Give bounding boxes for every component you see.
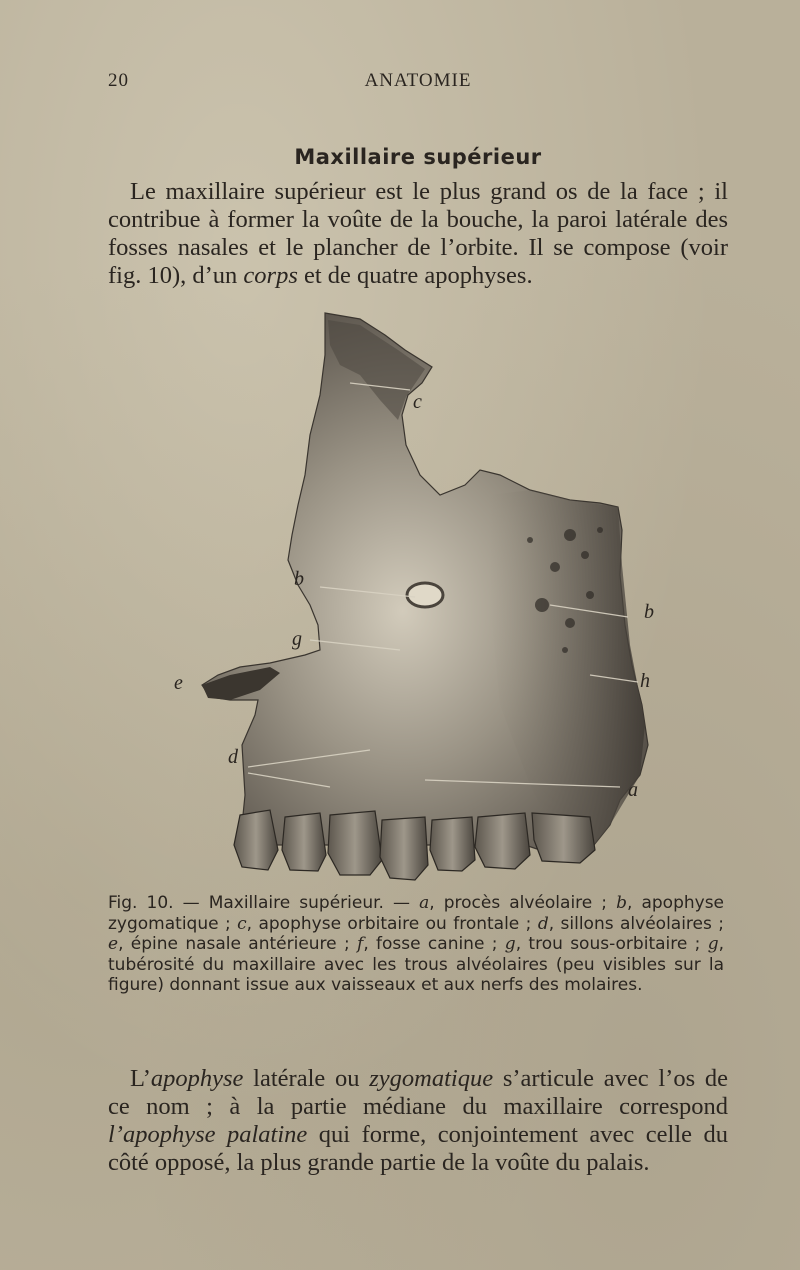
caption-letter-e: e	[108, 934, 119, 954]
label-h: h	[640, 670, 650, 692]
paragraph-emphasis: apophyse	[150, 1065, 244, 1092]
paragraph-text: et de quatre apophyses.	[297, 262, 533, 289]
caption-lead: Fig. 10. — Maxillaire supérieur. —	[108, 893, 420, 913]
page-number: 20	[108, 70, 129, 91]
caption-text: , fosse canine ;	[363, 934, 505, 954]
teeth-row	[234, 810, 595, 880]
paragraph-emphasis: l’apophyse palatine	[108, 1121, 308, 1148]
figure-caption	[108, 893, 724, 996]
caption-text: , procès alvéolaire ;	[429, 893, 617, 913]
paragraph-apophyses	[108, 1065, 728, 1177]
caption-text: , tubérosité du maxillaire avec les trous alvéolaires (peu visibles sur la figure) donnant issue aux vaisseaux et aux nerfs des molaires.	[108, 934, 724, 995]
paragraph-emphasis: zygomatique	[369, 1065, 494, 1092]
maxilla-illustration	[170, 305, 670, 885]
paragraph-text: Le maxillaire supérieur est le plus grand os de la face ; il contribue à former la voûte de la bouche, la paroi latérale des fosses nasales et le plancher de l’orbite. Il se compose (voir fig. 10), d’un	[108, 178, 728, 289]
section-title: Maxillaire supérieur	[294, 145, 542, 169]
caption-text: , épine nasale antérieure ;	[118, 934, 358, 954]
paragraph-intro	[108, 178, 728, 290]
paragraph-emphasis: corps	[243, 262, 298, 289]
label-b-left: b	[294, 568, 304, 590]
page-header	[108, 70, 728, 100]
caption-letter-g: g	[504, 934, 516, 954]
caption-letter-b: b	[616, 893, 627, 913]
label-e: e	[174, 672, 183, 694]
caption-letter-d: d	[537, 913, 549, 934]
label-d: d	[228, 746, 238, 768]
bone-engraving	[170, 305, 670, 885]
paragraph-text: s’articule avec l’os de ce nom ; à la partie médiane du maxillaire correspond	[108, 1065, 728, 1120]
label-b-right: b	[644, 601, 654, 623]
label-a: a	[628, 779, 638, 801]
label-g: g	[292, 628, 302, 650]
caption-letter-g2: g	[707, 934, 719, 954]
infraorbital-foramen	[407, 583, 443, 607]
running-head: ANATOMIE	[364, 70, 472, 91]
caption-text: , apophyse zygomatique ;	[108, 893, 725, 934]
paragraph-text: qui forme, conjointement avec celle du côté opposé, la plus grande partie de la voûte du palais.	[108, 1121, 728, 1176]
caption-text: , apophyse orbitaire ou frontale ;	[246, 913, 538, 934]
label-c: c	[413, 391, 422, 413]
paragraph-text: latérale ou	[243, 1065, 370, 1092]
caption-letter-f: f	[357, 934, 364, 954]
caption-text: , sillons alvéolaires ;	[548, 913, 725, 934]
paragraph-text: L’	[130, 1065, 151, 1092]
caption-letter-c: c	[237, 913, 247, 934]
caption-text: , trou sous-orbitaire ;	[515, 934, 708, 954]
caption-letter-a: a	[419, 893, 430, 913]
